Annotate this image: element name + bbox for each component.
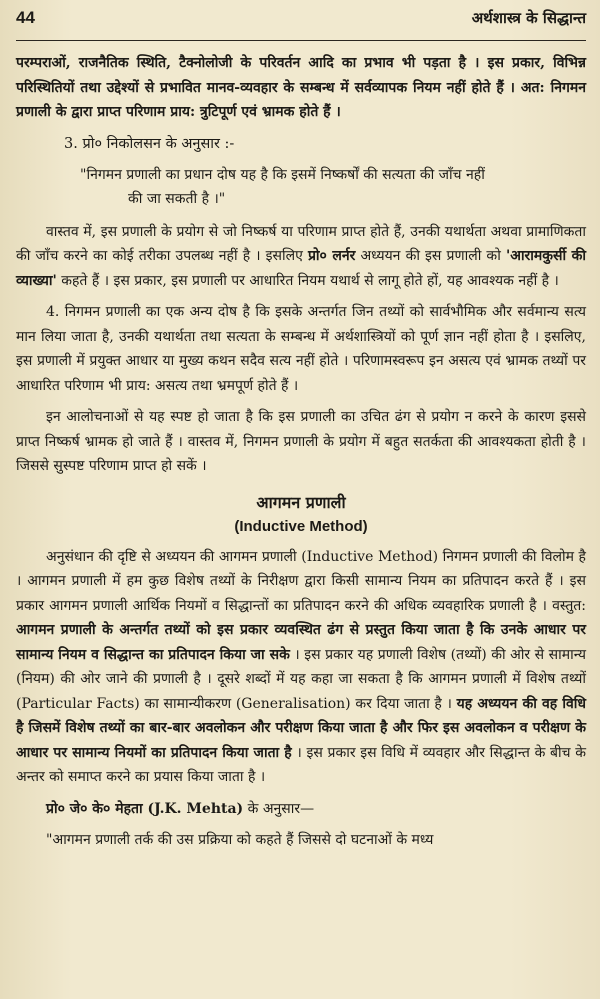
quote-nicholson: "निगमन प्रणाली का प्रधान दोष यह है कि इसमें निष्कर्षों की सत्यता की जाँच नहीं की जा सकती है ।" [80,166,485,207]
subheading-mehta: प्रो० जे० के० मेहता (J.K. Mehta) के अनुसार— [46,800,315,817]
section-title: आगमन प्रणाली [256,492,346,512]
paragraph-4: इन आलोचनाओं से यह स्पष्ट हो जाता है कि इस प्रणाली का उचित ढंग से प्रयोग न करने के कारण इससे प्राप्त निष्कर्ष भ्रामक हो जाते हैं । वास्तव में, निगमन प्रणाली के प्रयोग में बहुत सतर्कता की आवश्यकता होती है । जिससे सुस्पष्ट परिणाम प्राप्त हो सकें । [16,409,586,474]
intro-bold: परम्पराओं, राजनैतिक स्थिति, टैक्नोलोजी के परिवर्तन आदि का प्रभाव भी पड़ता है । इस प्रकार, विभिन्न परिस्थितियों तथा उद्देश्यों से प्रभावित मानव-व्यवहार के सम्बन्ध में सर्वव्यापक नियम नहीं होते हैं । अत: निगमन प्रणाली के द्वारा प्राप्त परिणाम प्राय: त्रुटिपूर्ण एवं भ्रामक होते हैं । [16,55,586,120]
quote-mehta: "आगमन प्रणाली तर्क की उस प्रक्रिया को कहते हैं जिससे दो घटनाओं के मध्य [46,832,434,848]
section-subtitle: (Inductive Method) [234,517,368,535]
paragraph-1 [16,51,586,125]
page-number: 44 [16,8,35,27]
paragraph-3: 4. निगमन प्रणाली का एक अन्य दोष है कि इसके अन्तर्गत जिन तथ्यों को सार्वभौमिक और सर्वमान्य सत्य मान लिया जाता है, उनकी यथार्थता तथा सत्यता के सम्बन्ध में अर्थशास्त्रियों को पूर्ण ज्ञान नहीं होता है । इसलिए, इस प्रणाली में प्रयुक्त आधार या मुख्य कथन सदैव सत्य नहीं होते । परिणामस्वरूप इन असत्य एवं भ्रामक तथ्यों पर आधारित परिणाम भी प्राय: असत्य तथा भ्रमपूर्ण होते हैं । [16,304,586,394]
running-title: अर्थशास्त्र के सिद्धान्त [471,9,586,27]
subheading-nicholson: 3. प्रो० निकोलसन के अनुसार :- [64,135,235,152]
page-header [16,8,586,41]
paragraph-5: अनुसंधान की दृष्टि से अध्ययन की आगमन प्रणाली (Inductive Method) निगमन प्रणाली की विलोम है । आगमन प्रणाली में हम कुछ विशेष तथ्यों के निरीक्षण द्वारा किसी सामान्य नियम का प्रतिपादन करते हैं । इस प्रकार आगमन प्रणाली आर्थिक नियमों व सिद्धान्तों का प्रतिपादन करने की अधिक व्यवहारिक प्रणाली है । वस्तुत: आगमन प्रणाली के अन्तर्गत तथ्यों को इस प्रकार व्यवस्थित ढंग से प्रस्तुत किया जाता है कि उनके आधार पर सामान्य नियम व सिद्धान्त का प्रतिपादन किया जा सके । इस प्रकार यह प्रणाली विशेष (तथ्यों) की ओर से सामान्य (नियम) की ओर जाने की प्रणाली है । दूसरे शब्दों में यह कहा जा सकता है कि आगमन प्रणाली में विशेष तथ्यों (Particular Facts) का सामान्यीकरण (Generalisation) कर दिया जाता है । यह अध्ययन की वह विधि है जिसमें विशेष तथ्यों का बार-बार अवलोकन और परीक्षण किया जाता है और फिर इस अवलोकन व परीक्षण के आधार पर सामान्य नियमों का प्रतिपादन किया जाता है । इस प्रकार इस विधि में व्यवहार और सिद्धान्त के बीच के अन्तर को समाप्त करने का प्रयास किया जाता है । [16,548,586,785]
paragraph-2: वास्तव में, इस प्रणाली के प्रयोग से जो निष्कर्ष या परिणाम प्राप्त होते हैं, उनकी यथार्थता अथवा प्रामाणिकता की जाँच करने का कोई तरीका उपलब्ध नहीं है । इसलिए प्रो० लर्नर अध्ययन की इस प्रणाली को 'आरामकुर्सी की व्याख्या' कहते हैं । इस प्रकार, इस प्रणाली पर आधारित नियम यथार्थ से लागू होते हों, यह आवश्यक नहीं है । [16,223,587,289]
